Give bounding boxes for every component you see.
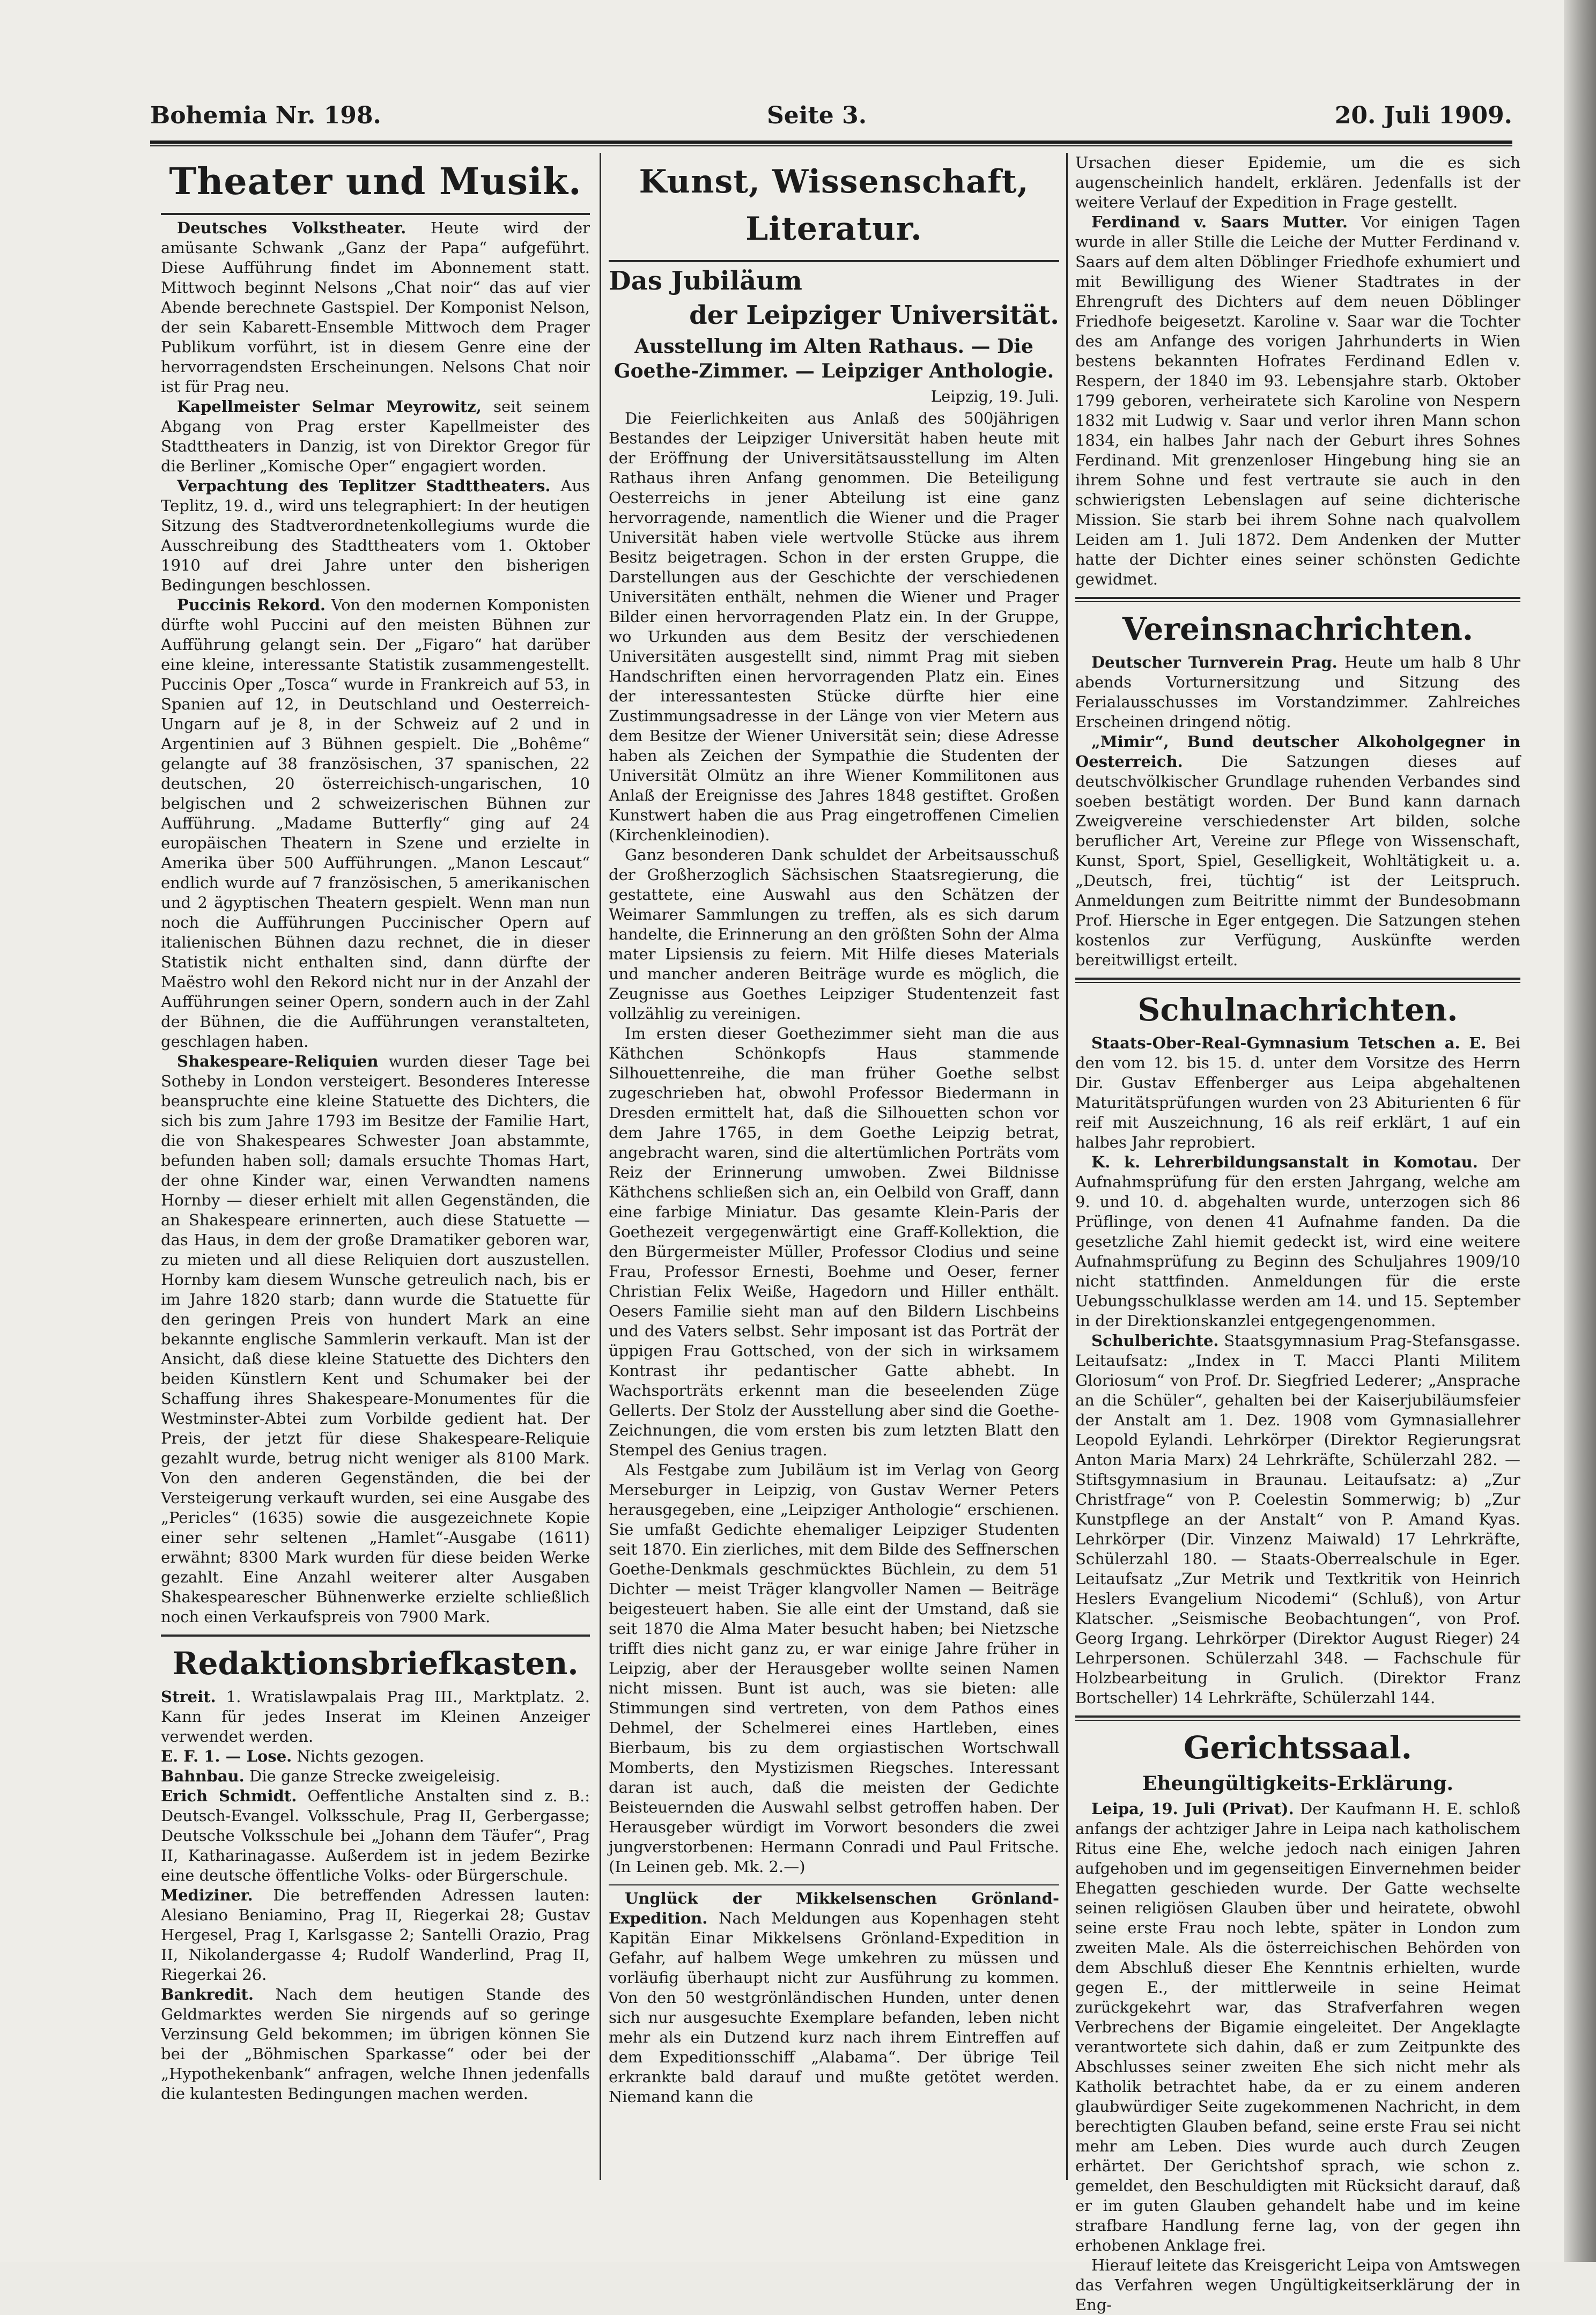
item-text: 1. Wratislawpalais Prag III., Marktplatz. 2. Kann für jedes Inserat im Kleinen Anzeiger verwendet werden. — [161, 1688, 590, 1746]
item-text: Die Satzungen dieses auf deutschvölkischer Grundlage ruhenden Verbandes sind soeben bestätigt worden. Der Bund kann darnach Zweigvereine verschiedenster Art bilden, solche beruflicher Art, Vereine zur Pflege von Wissenschaft, Kunst, Sport, Spiel, Geselligkeit, Wohltätigkeit u. a. „Deutsch, frei, tüchtig“ ist der Leitspruch. Anmeldungen zum Beitritte nimmt der Bundesobmann Prof. Hiersche in Eger entgegen. Die Satzungen stehen kostenlos zur Verfügung, Auskünfte werden bereitwilligst erteilt. — [1075, 752, 1521, 969]
item-heading: E. F. 1. — Lose. — [161, 1747, 292, 1765]
article-continuation: Ursachen dieser Epidemie, um die es sich augenscheinlich handelt, erklären. Jedenfalls ist der weitere Verlauf der Expedition in Frage gestellt. — [1075, 153, 1520, 211]
page-edge-shadow — [1564, 0, 1596, 2262]
item-heading: K. k. Lehrerbildungsanstalt in Komotau. — [1091, 1153, 1478, 1171]
section-rule — [161, 213, 590, 215]
header-date: 20. Juli 1909. — [1334, 102, 1512, 129]
article-item — [1075, 1331, 1520, 1708]
item-text: Vor einigen Tagen wurde in aller Stille die Leiche der Mutter Ferdinand v. Saars auf dem alten Döblinger Friedhofe exhumiert und mit Bewilligung des Wiener Stadtrates in der Ehrengruft des Dichters auf dem neuen Döblinger Friedhofe beigesetzt. Karoline v. Saar war die Tochter des am Anfange des vorigen Jahrhunderts in Wien bestens bekannten Hofrates Ferdinand Edlen v. Respern, der 1840 im 93. Lebensjahre starb. Oktober 1799 geboren, verheiratete sich Karoline von Nespern 1832 mit Ludwig v. Saar und verlor ihren Mann schon 1834, ein halbes Jahr nach der Geburt ihres Sohnes Ferdinand. Mit grenzenloser Hingebung hing sie an ihrem Sohne und fest vertraute sie auch in den schwierigsten Lebenslagen auf seine dichterische Mission. Sie starb bei ihrem Sohne nach qualvollem Leiden am 1. Juli 1872. Dem Andenken der Mutter hatte der Dichter eines seiner schönsten Gedichte gewidmet. — [1075, 213, 1520, 588]
article-item — [161, 397, 590, 476]
header-rule — [150, 140, 1512, 144]
section-title-schul: Schulnachrichten. — [1137, 992, 1458, 1028]
item-heading: Mediziner. — [161, 1886, 253, 1904]
item-heading: Bahnbau. — [161, 1767, 245, 1785]
page-header — [150, 102, 1512, 139]
briefkasten-list — [161, 1687, 590, 2104]
section-rule — [1075, 597, 1520, 602]
item-text: Aus Teplitz, 19. d., wird uns telegraphiert: In der heutigen Sitzung des Stadtverordnetenkollegiums wurde die Ausschreibung des Stadttheaters vom 1. Oktober 1910 auf drei Jahre unter den bisherigen Bedingungen beschlossen. — [161, 477, 590, 594]
brief-item — [161, 1885, 590, 1985]
section-rule — [1075, 978, 1520, 983]
item-text: wurden dieser Tage bei Sotheby in London versteigert. Besonderes Interesse beanspruchte eine kleine Statuette des Dichters, die sich bis zum Jahre 1793 im Besitze der Familie Hart, die von Shakespeares Schwester Joan abstammte, befunden haben soll; damals ersuchte Thomas Hart, der ohne Kinder war, einen Verwandten namens Hornby — dieser erhielt mit allen Gegenständen, die an Shakespeare erinnerten, auch diese Statuette — das Haus, in dem der große Dramatiker geboren war, zu mieten und all diese Reliquien dort auszustellen. Hornby kam diesem Wunsche getreulich nach, bis er im Jahre 1820 starb; dann wurde die Statuette für den geringen Preis von hundert Mark an eine bekannte englische Sammlerin verkauft. Man ist der Ansicht, daß diese kleine Statuette des Dichters den beiden Künstlern Kent und Schumaker bei der Schaffung ihres Shakespeare-Monumentes für die Westminster-Abtei zum Vorbilde gedient hat. Der Preis, der jetzt für diese Shakespeare-Reliquie gezahlt wurde, betrug nicht weniger als 8100 Mark. Von den anderen Gegenständen, die bei der Versteigerung verkauft wurden, sei eine Ausgabe des „Pericles“ (1635) sowie die ausgezeichnete Kopie einer sehr seltenen „Hamlet“-Ausgabe (1611) erwähnt; 8300 Mark wurden für diese beiden Werke gezahlt. Eine Anzahl weiterer alter Ausgaben Shakespearescher Bühnenwerke erzielte schließlich noch einen Verkaufspreis von 7900 Mark. — [161, 1052, 590, 1626]
article-subtitle: Ausstellung im Alten Rathaus. — Die Goethe-Zimmer. — Leipziger Anthologie. — [614, 335, 1054, 382]
section-rule — [609, 260, 1059, 262]
article-subtitle: Eheungültigkeits-Erklärung. — [1142, 1772, 1454, 1795]
item-heading: Unglück der Mikkelsenschen Grönland-Expedition. — [609, 1889, 1059, 1927]
item-heading: Deutsches Volkstheater. — [177, 219, 407, 237]
article-item — [161, 218, 590, 397]
item-heading: Deutscher Turnverein Prag. — [1091, 653, 1338, 671]
item-text: Der Aufnahmsprüfung für den ersten Jahrgang, welche am 9. und 10. d. abgehalten wurde, unterzogen sich 86 Prüflinge, von denen 41 Aufnahme fanden. Da die gesetzliche Zahl hiemit gedeckt ist, wird eine weitere Aufnahmsprüfung zu Beginn des Schuljahres 1909/10 nicht stattfinden. Anmeldungen für die erste Uebungsschulklasse werden am 14. und 15. September in der Direktionskanzlei entgegengenommen. — [1075, 1153, 1520, 1330]
column-2 — [609, 153, 1059, 2191]
item-text: Die betreffenden Adressen lauten: Alesiano Beniamino, Prag II, Riegerkai 28; Gustav Hergesel, Prag I, Karlsgasse 2; Santelli Orazio, Prag II, Nikolandergasse 4; Rudolf Wanderlind, Prag II, Riegerkai 26. — [161, 1886, 590, 1984]
item-text: Die ganze Strecke zweigeleisig. — [249, 1767, 500, 1785]
item-text: Oeffentliche Anstalten sind z. B.: Deutsch-Evangel. Volksschule, Prag II, Gerbergasse; Deutsche Volksschule bei „Johann dem Täufer“, Prag II, Katharinagasse. Außerdem ist in jedem Bezirke eine deutsche öffentliche Volks- oder Bürgerschule. — [161, 1787, 590, 1884]
article-dateline: Leipzig, 19. Juli. — [930, 387, 1059, 405]
item-text: Nach dem heutigen Stande des Geldmarktes werden Sie nirgends auf so geringe Verzinsung Geld bekommen; im übrigen können Sie bei der „Böhmischen Sparkasse“ oder bei der „Hypothekenbank“ anfragen, welche Ihnen jedenfalls die kulantesten Bedingungen machen werden. — [161, 1985, 590, 2103]
article-dateline: Leipa, 19. Juli (Privat). — [1091, 1800, 1294, 1818]
column-3 — [1075, 153, 1521, 2314]
article-item — [1075, 1033, 1520, 1152]
column-1 — [161, 153, 590, 2191]
item-heading: Schulberichte. — [1091, 1332, 1219, 1350]
item-heading: Bankredit. — [161, 1985, 254, 2003]
section-rule — [161, 1634, 590, 1637]
article-item — [1075, 1152, 1520, 1331]
item-heading: Shakespeare-Reliquien — [177, 1052, 379, 1070]
item-heading: Verpachtung des Teplitzer Stadttheaters. — [177, 477, 551, 495]
article-title-line-1: Das Jubiläum — [609, 266, 802, 296]
header-page-number: Seite 3. — [767, 102, 867, 129]
item-text: Nach Meldungen aus Kopenhagen steht Kapitän Einar Mikkelsens Grönland-Expedition in Gefahr, auf halbem Wege umkehren zu müssen und vorläufig überhaupt nicht zur Ausführung zu kommen. Von den 50 westgrönländischen Hunden, unter denen sich nur ausgesuchte Exemplare befanden, leben nicht mehr als ein Dutzend kurz nach ihrem Eintreffen auf dem Expeditionsschiff „Alabama“. Der übrige Teil erkrankte bald darauf und mußte getötet werden. Niemand kann die — [609, 1909, 1059, 2106]
section-rule — [609, 1884, 1059, 1885]
article-paragraph: Im ersten dieser Goethezimmer sieht man die aus Käthchen Schönkopfs Haus stammende Silhouettenreihe, die man früher Goethe selbst zugeschrieben hat, obwohl Professor Biedermann in Dresden ermittelt hat, daß die Silhouetten schon vor dem Jahre 1765, in dem Goethe Leipzig betrat, angebracht waren, sind die altertümlichen Porträts vom Reiz der Erinnerung umwoben. Zwei Bildnisse Käthchens schließen sich an, ein Oelbild von Graff, dann eine farbige Miniatur. Das gesamte Klein-Paris der Goethezeit vergegenwärtigt eine Graff-Kollektion, die den Bürgermeister Müller, Professor Clodius und seine Frau, Professor Ernesti, Boehme und Oeser, ferner Christian Felix Weiße, Hagedorn und Hiller enthält. Oesers Familie sieht man auf den Bildern Lischbeins und des Vaters selbst. Sehr imposant ist das Porträt der üppigen Frau Gottsched, von der sich in wirksamem Kontrast ihr pedantischer Gatte abhebt. In Wachsporträts erkennt man die beseelenden Züge Gellerts. Der Stolz der Ausstellung aber sind die Goethe-Zeichnungen, die vom ersten bis zum letzten Blatt den Stempel des Genius tragen. — [609, 1024, 1059, 1459]
item-text: Staatsgymnasium Prag-Stefansgasse. Leitaufsatz: „Index in T. Macci Planti Militem Gloriosum“ von Prof. Dr. Siegfried Lederer; „Ansprache an die Schüler“, gehalten bei der Kaiserjubiläumsfeier der Anstalt am 1. Dez. 1908 vom Gymnasiallehrer Leopold Eylandi. Lehrkörper (Direktor Regierungsrat Anton Maria Marx) 24 Lehrkräfte, Schülerzahl 282. — Stiftsgymnasium in Braunau. Leitaufsatz: a) „Zur Christfrage“ von P. Coelestin Sommerwig; b) „Zur Kunstpflege an der Anstalt“ von P. Amand Kyas. Lehrkörper (Dir. Vinzenz Maiwald) 17 Lehrkräfte, Schülerzahl 180. — Staats-Oberrealschule in Eger. Leitaufsatz „Zur Metrik und Textkritik von Heinrich Heslers Evangelium Nicodemi“ (Schluß), von Artur Klatscher. „Seismische Beobachtungen“, von Prof. Georg Irgang. Lehrkörper (Direktor August Rieger) 24 Lehrpersonen. Schülerzahl 348. — Fachschule für Holzbearbeitung in Grulich. (Direktor Franz Bortscheller) 14 Lehrkräfte, Schülerzahl 144. — [1075, 1332, 1520, 1707]
article-item — [161, 476, 590, 595]
brief-item — [161, 1766, 590, 1786]
header-issue: Bohemia Nr. 198. — [150, 102, 381, 129]
article-paragraph: Die Feierlichkeiten aus Anlaß des 500jährigen Bestandes der Leipziger Universität haben heute mit der Eröffnung der Universitätsausstellung im Alten Rathaus ihren Anfang genommen. Die Beteiligung Oesterreichs in jener Abteilung ist eine ganz hervorragende, namentlich die Wiener und die Prager Universität haben viele wertvolle Stücke aus ihrem Besitz beigetragen. Schon in der ersten Gruppe, die Darstellungen aus der Geschichte der verschiedenen Universitäten enthält, nehmen die Wiener und Prager Bilder einen hervorragenden Platz ein. In der Gruppe, wo Urkunden aus dem Besitz der verschiedenen Universitäten ausgestellt sind, nimmt Prag mit sieben Handschriften einen hervorragenden Platz ein. Eines der interessantesten Stücke dürfte hier eine Zustimmungsadresse in der Länge von vier Metern aus dem Besitze der Wiener Universität sein; diese Adresse haben als Zeichen der Sympathie die Studenten der Universität Olmütz an ihre Wiener Kommilitonen aus Anlaß der Ereignisse des Jahres 1848 gestiftet. Großen Kunstwert haben die aus Prag eingetroffenen Cimelien (Kirchenkleinodien). — [609, 409, 1059, 844]
item-heading: Streit. — [161, 1688, 216, 1706]
section-title-theater: Theater und Musik. — [169, 160, 582, 203]
section-rule — [1075, 1715, 1520, 1721]
article-item — [1075, 653, 1520, 732]
header-rule-thin — [150, 145, 1512, 146]
item-text: Heute wird der amüsante Schwank „Ganz der Papa“ aufgeführt. Diese Aufführung findet im Abonnement statt. Mittwoch beginnt Nelsons „Chat noir“ das auf vier Abende berechnete Gastspiel. Der Komponist Nelson, der sein Kabarett-Ensemble Mittwoch dem Prager Publikum vorführt, ist in diesem Genre eine der hervorragendsten Erscheinungen. Nelsons Chat noir ist für Prag neu. — [161, 219, 590, 396]
item-text: Von den modernen Komponisten dürfte wohl Puccini auf den meisten Bühnen zur Aufführung gelangt sein. Der „Figaro“ hat darüber eine kleine, interessante Statistik zusammengestellt. Puccinis Oper „Tosca“ wurde in Frankreich auf 53, in Spanien auf 12, in Deutschland und Oesterreich-Ungarn auf je 8, in der Schweiz auf 2 und in Argentinien auf 3 Bühnen gespielt. Die „Bohême“ gelangte auf 38 französischen, 37 spanischen, 22 deutschen, 20 österreichisch-ungarischen, 10 belgischen und 2 schweizerischen Bühnen zur Aufführung. „Madame Butterfly“ ging auf 24 europäischen Theatern in Szene und erzielte in Amerika über 500 Aufführungen. „Manon Lescaut“ endlich wurde auf 7 französischen, 5 amerikanischen und 2 ägyptischen Theatern gespielt. Wenn man nun noch die Aufführungen Puccinischer Opern auf italienischen Bühnen dazu rechnet, die in dieser Statistik nicht enthalten sind, dann dürfte der Maëstro wohl den Rekord nicht nur in der Anzahl der Aufführungen seiner Opern, sondern auch in der Zahl der Bühnen, die die Aufführungen veranstalteten, geschlagen haben. — [161, 596, 590, 1051]
item-text: Heute um halb 8 Uhr abends Vorturnersitzung und Sitzung des Ferialausschusses im Vorstandzimmer. Zahlreiches Erscheinen dringend nötig. — [1075, 653, 1521, 731]
article-title-line-2: der Leipziger Universität. — [689, 300, 1059, 330]
article-paragraph: Als Festgabe zum Jubiläum ist im Verlag von Georg Merseburger in Leipzig, von Gustav Werner Peters herausgegeben, eine „Leipziger Anthologie“ erschienen. Sie umfaßt Gedichte ehemaliger Leipziger Studenten seit 1870. Ein zierliches, mit dem Bilde des Seffnerschen Goethe-Denkmals geschmücktes Büchlein, zu dem 51 Dichter — meist Träger klangvoller Namen — Beiträge beigesteuert haben. Sie alle eint der Umstand, daß sie seit 1870 die Alma Mater besucht haben; bei Nietzsche trifft dies nicht ganz zu, er war einige Jahre früher in Leipzig, aber der Herausgeber wollte seinen Namen nicht missen. Bunt ist auch, was sie bieten: alle Stimmungen sind vertreten, von dem Pathos eines Dehmel, der Schelmerei eines Hartleben, eines Bierbaum, bis zu dem orgiastischen Wortschwall Momberts, den Mystizismen Riegsches. Interessant daran ist auch, daß die meisten der Gedichte Beisteuernden die Auswahl selbst getroffen haben. Der Herausgeber würdigt im Vorwort besonders die zwei jungverstorbenen: Hermann Conradi und Paul Fritsche. (In Leinen geb. Mk. 2.—) — [609, 1461, 1059, 1876]
section-title-kunst: Kunst, Wissenschaft, Literatur. — [639, 163, 1029, 248]
brief-item — [161, 1786, 590, 1885]
item-heading: Ferdinand v. Saars Mutter. — [1091, 213, 1348, 231]
item-heading: Staats-Ober-Real-Gymnasium Tetschen a. E. — [1091, 1034, 1487, 1052]
article-item — [1075, 732, 1520, 970]
item-text: seit seinem Abgang von Prag erster Kapellmeister des Stadttheaters in Danzig, ist von Direktor Gregor für die Berliner „Komische Oper“ engagiert worden. — [161, 397, 590, 475]
column-divider-1 — [600, 153, 601, 2180]
item-text: Nichts gezogen. — [297, 1747, 424, 1765]
article-item — [609, 1889, 1059, 2107]
section-title-verein: Vereinsnachrichten. — [1122, 611, 1474, 647]
item-text: Bei den vom 12. bis 15. d. unter dem Vorsitze des Herrn Dir. Gustav Effenberger aus Leipa abgehaltenen Maturitätsprüfungen wurden von 23 Abiturienten 6 für reif mit Auszeichnung, 16 als reif erklärt, 1 auf ein halbes Jahr reprobiert. — [1075, 1034, 1521, 1151]
brief-item — [161, 1687, 590, 1747]
article-item — [1075, 212, 1520, 589]
article-item — [161, 595, 590, 1052]
section-title-briefkasten: Redaktionsbriefkasten. — [172, 1645, 579, 1682]
article-paragraph: Ganz besonderen Dank schuldet der Arbeitsausschuß der Großherzoglich Sächsischen Staatsregierung, die gestattete, eine Auswahl aus den Schätzen der Weimarer Sammlungen zu treffen, als es sich darum handelte, die Erinnerung an den größten Sohn der Alma mater Lipsiensis zu feiern. Mit Hilfe dieses Materials und mancher anderen Beiträge wurde es möglich, die Zeugnisse aus Goethes Leipziger Studentenzeit fast vollzählig zu vereinigen. — [609, 846, 1059, 1023]
item-text: Der Kaufmann H. E. schloß anfangs der achtziger Jahre in Leipa nach katholischem Ritus eine Ehe, welche jedoch nach einigen Jahren aufgehoben und im gegenseitigen Einvernehmen beider Ehegatten geschieden wurde. Der Gatte wechselte seinen religiösen Glauben über und heiratete, obwohl seine erste Frau noch lebte, später in London zum zweiten Male. Als die österreichischen Behörden von dem Abschluß dieser Ehe Kenntnis erhielten, wurde gegen E., der mittlerweile in seine Heimat zurückgekehrt war, das Strafverfahren wegen Verbrechens der Bigamie eingeleitet. Der Angeklagte verantwortete sich dahin, daß er zum Zeitpunkte des Abschlusses seiner zweiten Ehe sich nicht mehr als Katholik betrachtet habe, da er zu einem anderen glaubwürdiger Seite zugekommenen Nachricht, in dem berechtigten Glauben befand, seine erste Frau sei nicht mehr am Leben. Dies wurde auch durch Zeugen erhärtet. Der Gerichtshof sprach, wie schon z. gemeldet, den Beschuldigten mit Rücksicht darauf, daß er im guten Glauben gehandelt habe und im keine strafbare Handlung ferne lag, von der gegen ihn erhobenen Anklage frei. — [1075, 1800, 1521, 2254]
item-heading: Kapellmeister Selmar Meyrowitz, — [177, 397, 482, 416]
section-title-gericht: Gerichtssaal. — [1184, 1729, 1412, 1766]
brief-item — [161, 1985, 590, 2104]
column-divider-2 — [1066, 153, 1068, 2180]
brief-item — [161, 1747, 590, 1766]
item-heading: Erich Schmidt. — [161, 1787, 297, 1805]
article-item — [161, 1052, 590, 1627]
item-heading: Puccinis Rekord. — [177, 596, 326, 614]
item-heading: „Mimir“, Bund deutscher Alkoholgegner in Oesterreich. — [1075, 733, 1520, 771]
article-paragraph — [1075, 1799, 1520, 2255]
article-paragraph: Hierauf leitete das Kreisgericht Leipa von Amtswegen das Verfahren wegen Ungültigkeitserklärung der in Eng- — [1075, 2256, 1520, 2314]
